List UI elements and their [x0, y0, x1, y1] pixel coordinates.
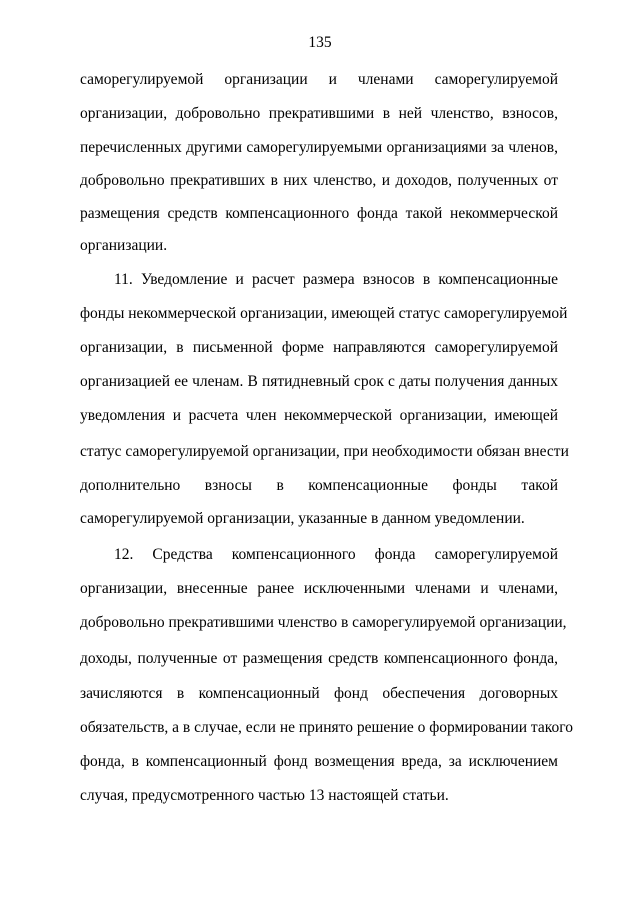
text-line: организации, в письменной форме направляются саморегулируемой [80, 339, 558, 356]
page-number: 135 [308, 34, 332, 51]
text-line: размещения средств компенсационного фонда такой некоммерческой [80, 205, 558, 222]
text-line: дополнительно взносы в компенсационные фонды такой [80, 477, 558, 494]
text-line: фонда, в компенсационный фонд возмещения вреда, за исключением [80, 753, 558, 770]
text-line: добровольно прекратившими членство в саморегулируемой организации, [80, 614, 567, 631]
text-line: фонды некоммерческой организации, имеющей статус саморегулируемой [80, 305, 568, 322]
text-line: зачисляются в компенсационный фонд обеспечения договорных [80, 685, 558, 702]
text-line: саморегулируемой организации, указанные в данном уведомлении. [80, 510, 525, 527]
text-line: перечисленных другими саморегулируемыми организациями за членов, [80, 139, 558, 156]
text-line: добровольно прекративших в них членство, и доходов, полученных от [80, 172, 558, 189]
text-line: организацией ее членам. В пятидневный срок с даты получения данных [80, 373, 558, 390]
text-line: 11. Уведомление и расчет размера взносов в компенсационные [114, 271, 558, 288]
text-line: случая, предусмотренного частью 13 настоящей статьи. [80, 787, 449, 804]
text-line: статус саморегулируемой организации, при необходимости обязан внести [80, 443, 569, 460]
text-line: обязательств, а в случае, если не принято решение о формировании такого [80, 719, 573, 736]
text-line: 12. Средства компенсационного фонда саморегулируемой [114, 546, 558, 563]
text-line: саморегулируемой организации и членами саморегулируемой [80, 71, 558, 88]
text-line: организации, внесенные ранее исключенными членами и членами, [80, 580, 558, 597]
text-line: организации, добровольно прекратившими в ней членство, взносов, [80, 105, 558, 122]
text-line: организации. [80, 237, 168, 254]
text-line: доходы, полученные от размещения средств компенсационного фонда, [80, 650, 558, 667]
text-line: уведомления и расчета член некоммерческой организации, имеющей [80, 407, 558, 424]
